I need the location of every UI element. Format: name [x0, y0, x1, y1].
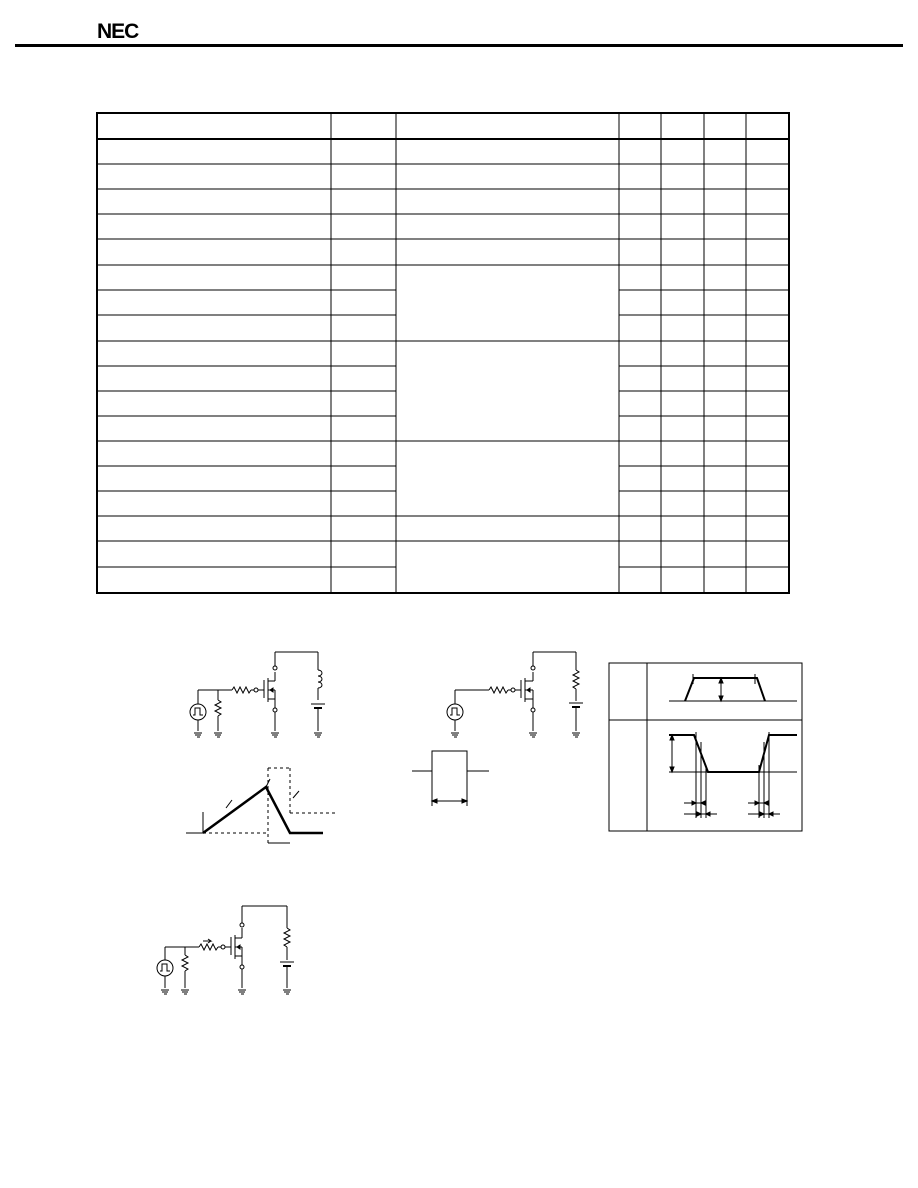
avalanche-test-circuit — [190, 652, 325, 737]
switching-test-circuit — [447, 652, 583, 737]
pulse-width-diagram — [412, 751, 489, 806]
gate-charge-test-circuit — [157, 906, 294, 994]
brand-logo: NEC — [97, 20, 139, 43]
spec-table — [97, 113, 789, 593]
switching-waveform-diagram — [609, 663, 802, 831]
avalanche-waveform — [186, 768, 336, 843]
